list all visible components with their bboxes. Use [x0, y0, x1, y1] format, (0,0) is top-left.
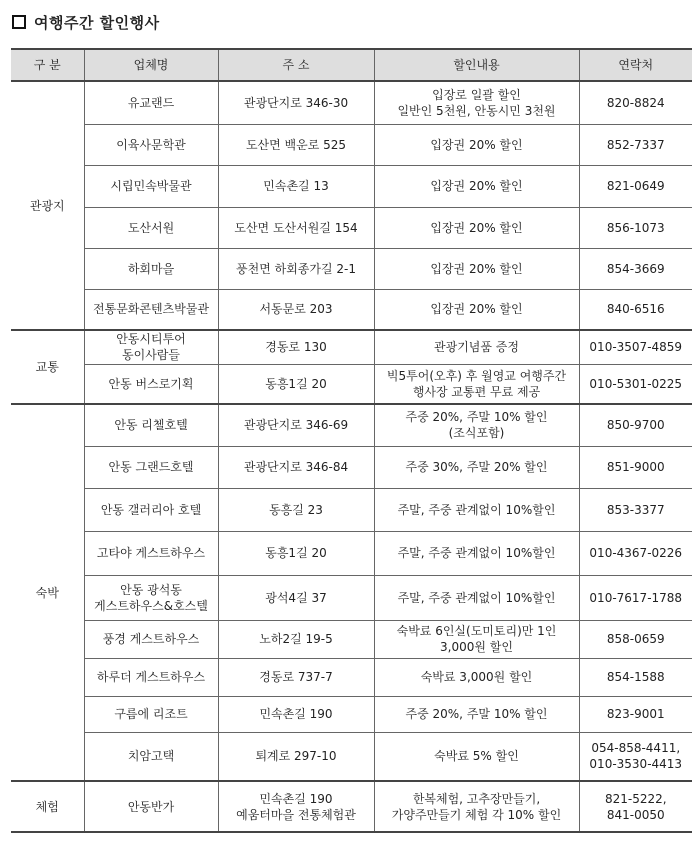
table-row — [11, 575, 692, 620]
category-cell: 체험 — [11, 781, 84, 831]
business-name-cell: 유교랜드 — [84, 81, 218, 124]
contact-cell: 850-9700 — [579, 404, 692, 446]
contact-cell: 054-858-4411, 010-3530-4413 — [579, 732, 692, 781]
header-business-name: 업체명 — [84, 50, 218, 81]
category-cell: 숙박 — [11, 404, 84, 781]
header-category: 구 분 — [11, 50, 84, 81]
table-row — [11, 81, 692, 124]
discount-cell: 입장권 20% 할인 — [374, 165, 579, 207]
address-cell: 도산면 도산서원길 154 — [218, 207, 374, 248]
checkbox-square-icon — [12, 15, 26, 29]
discount-cell: 숙박료 3,000원 할인 — [374, 658, 579, 696]
section-heading — [12, 10, 160, 34]
table-row — [11, 620, 692, 658]
business-name-cell: 안동반가 — [84, 781, 218, 831]
business-name-cell: 하루더 게스트하우스 — [84, 658, 218, 696]
table-row — [11, 488, 692, 531]
contact-cell: 854-3669 — [579, 248, 692, 289]
discount-cell: 빅5투어(오후) 후 월영교 여행주간 행사장 교통편 무료 제공 — [374, 364, 579, 404]
discount-cell: 주말, 주중 관계없이 10%할인 — [374, 488, 579, 531]
contact-cell: 853-3377 — [579, 488, 692, 531]
discount-cell: 한복체험, 고추장만들기, 가양주만들기 체험 각 10% 할인 — [374, 781, 579, 831]
contact-cell: 820-8824 — [579, 81, 692, 124]
discount-cell: 주말, 주중 관계없이 10%할인 — [374, 531, 579, 575]
discount-cell: 관광기념품 증정 — [374, 330, 579, 364]
table-row — [11, 207, 692, 248]
table-row — [11, 732, 692, 781]
discount-cell: 숙박료 6인실(도미토리)만 1인 3,000원 할인 — [374, 620, 579, 658]
contact-cell: 010-7617-1788 — [579, 575, 692, 620]
address-cell: 노하2길 19-5 — [218, 620, 374, 658]
address-cell: 경동로 130 — [218, 330, 374, 364]
address-cell: 민속촌길 190 예움터마을 전통체험관 — [218, 781, 374, 831]
contact-cell: 854-1588 — [579, 658, 692, 696]
page-title: 여행주간 할인행사 — [34, 13, 160, 32]
contact-cell: 010-3507-4859 — [579, 330, 692, 364]
address-cell: 민속촌길 13 — [218, 165, 374, 207]
address-cell: 풍천면 하회종가길 2-1 — [218, 248, 374, 289]
discount-cell: 입장권 20% 할인 — [374, 289, 579, 330]
address-cell: 관광단지로 346-84 — [218, 446, 374, 488]
business-name-cell: 풍경 게스트하우스 — [84, 620, 218, 658]
discount-cell: 숙박료 5% 할인 — [374, 732, 579, 781]
contact-cell: 851-9000 — [579, 446, 692, 488]
contact-cell: 858-0659 — [579, 620, 692, 658]
table-row — [11, 165, 692, 207]
header-discount: 할인내용 — [374, 50, 579, 81]
contact-cell: 852-7337 — [579, 124, 692, 165]
business-name-cell: 도산서원 — [84, 207, 218, 248]
address-cell: 서동문로 203 — [218, 289, 374, 330]
address-cell: 관광단지로 346-69 — [218, 404, 374, 446]
address-cell: 도산면 백운로 525 — [218, 124, 374, 165]
header-contact: 연락처 — [579, 50, 692, 81]
discount-cell: 입장권 20% 할인 — [374, 248, 579, 289]
contact-cell: 823-9001 — [579, 696, 692, 732]
category-cell: 교통 — [11, 330, 84, 404]
address-cell: 동흥1길 20 — [218, 531, 374, 575]
address-cell: 동흥1길 20 — [218, 364, 374, 404]
contact-cell: 010-5301-0225 — [579, 364, 692, 404]
category-cell: 관광지 — [11, 81, 84, 330]
discount-table — [11, 50, 692, 831]
contact-cell: 010-4367-0226 — [579, 531, 692, 575]
business-name-cell: 안동 리첼호텔 — [84, 404, 218, 446]
address-cell: 민속촌길 190 — [218, 696, 374, 732]
contact-cell: 840-6516 — [579, 289, 692, 330]
business-name-cell: 하회마을 — [84, 248, 218, 289]
table-row — [11, 531, 692, 575]
business-name-cell: 이육사문학관 — [84, 124, 218, 165]
discount-cell: 입장권 20% 할인 — [374, 124, 579, 165]
table-row — [11, 330, 692, 364]
header-address: 주 소 — [218, 50, 374, 81]
table-body — [11, 81, 692, 831]
business-name-cell: 전통문화콘텐츠박물관 — [84, 289, 218, 330]
business-name-cell: 안동 그랜드호텔 — [84, 446, 218, 488]
table-row — [11, 124, 692, 165]
discount-cell: 주말, 주중 관계없이 10%할인 — [374, 575, 579, 620]
table-row — [11, 248, 692, 289]
business-name-cell: 안동 광석동 게스트하우스&호스텔 — [84, 575, 218, 620]
address-cell: 광석4길 37 — [218, 575, 374, 620]
business-name-cell: 시립민속박물관 — [84, 165, 218, 207]
table-row — [11, 446, 692, 488]
address-cell: 동흥길 23 — [218, 488, 374, 531]
contact-cell: 821-5222, 841-0050 — [579, 781, 692, 831]
discount-cell: 주중 20%, 주말 10% 할인 — [374, 696, 579, 732]
table-row — [11, 658, 692, 696]
business-name-cell: 구름에 리조트 — [84, 696, 218, 732]
business-name-cell: 안동시티투어 동이사람들 — [84, 330, 218, 364]
business-name-cell: 고타야 게스트하우스 — [84, 531, 218, 575]
business-name-cell: 치암고택 — [84, 732, 218, 781]
table-header-row — [11, 50, 692, 81]
address-cell: 관광단지로 346-30 — [218, 81, 374, 124]
address-cell: 경동로 737-7 — [218, 658, 374, 696]
business-name-cell: 안동 버스로기획 — [84, 364, 218, 404]
contact-cell: 821-0649 — [579, 165, 692, 207]
table-row — [11, 289, 692, 330]
business-name-cell: 안동 갤러리아 호텔 — [84, 488, 218, 531]
discount-cell: 주중 30%, 주말 20% 할인 — [374, 446, 579, 488]
contact-cell: 856-1073 — [579, 207, 692, 248]
discount-cell: 주중 20%, 주말 10% 할인 (조식포함) — [374, 404, 579, 446]
table-row — [11, 364, 692, 404]
table-row — [11, 696, 692, 732]
discount-table-container — [11, 48, 692, 833]
discount-cell: 입장로 일괄 할인 일반인 5천원, 안동시민 3천원 — [374, 81, 579, 124]
discount-cell: 입장권 20% 할인 — [374, 207, 579, 248]
table-row — [11, 404, 692, 446]
table-row — [11, 781, 692, 831]
address-cell: 퇴계로 297-10 — [218, 732, 374, 781]
